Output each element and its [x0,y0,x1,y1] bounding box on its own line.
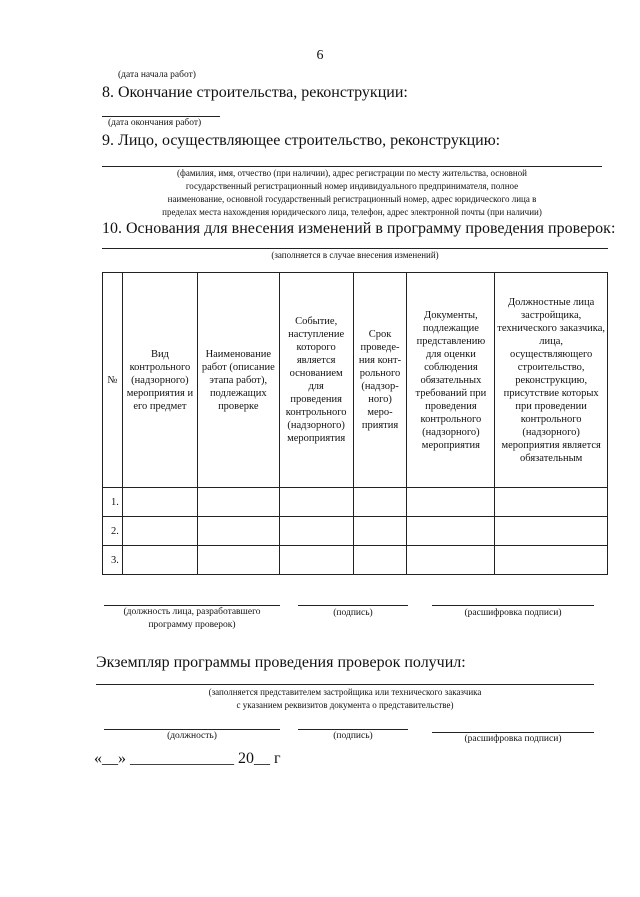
col-header-documents: Документы, подлежащие представлению для оценки соблюдения обязательных требований при проведения контрольного (надзорного) мероприятия [407,273,495,488]
date-line: «__» _____________ 20__ г [94,750,281,767]
section-9-title: 9. Лицо, осуществляющее строительство, реконструкцию: [102,132,501,149]
table-row [103,488,608,517]
recipient-signature-line [298,729,408,730]
builder-caption: (фамилия, имя, отчество (при наличии), адрес регистрации по месту жительства, основной государственный регистрационный номер индивидуального предпринимателя, полное наименование, основной государственный регистрационный номер, адрес юридического лица в пределах места нахождения юридического лица, телефон, адрес электронной почты (при наличии) [162,168,542,217]
col-header-trigger: Событие, наступление которого является основанием для проведения контрольного (надзорного) мероприятия [279,273,353,488]
col-header-event-type: Вид контрольного (надзорного) мероприятия и его предмет [122,273,197,488]
table-row [103,517,608,546]
col-header-officials: Должностные лица застройщика, технического заказчика, лица, осуществляющего строительство, реконструкцию, присутствие которых при проведении контрольного (надзорного) мероприятия является обязательным [495,273,608,488]
recipient-position-caption: (должность) [167,731,217,741]
row-number: 1. [103,488,123,517]
section-8-title: 8. Окончание строительства, реконструкции: [102,84,408,101]
receipt-caption: (заполняется представителем застройщика или технического заказчика с указанием реквизитов документа о представительстве) [208,687,482,710]
recipient-decode-line [432,732,594,733]
developer-decode-line [432,605,594,606]
developer-signature-line [298,605,408,606]
recipient-signature-caption: (подпись) [333,731,373,741]
developer-signature-caption: (подпись) [333,608,373,618]
recipient-position-line [104,729,280,730]
row-number: 2. [103,517,123,546]
col-header-works: Наименование работ (описание этапа работ), подлежащих проверке [197,273,279,488]
end-date-line [102,116,220,117]
table-header-row [103,273,608,488]
page-number: 6 [316,48,324,63]
section-10-title: 10. Основания для внесения изменений в программу проведения проверок: [102,220,616,237]
table-row [103,546,608,575]
receipt-line [96,684,594,685]
col-header-number: № [103,273,123,488]
developer-decode-caption: (расшифровка подписи) [464,608,562,618]
developer-position-caption: (должность лица, разработавшего программу проверок) [123,607,261,630]
grounds-caption: (заполняется в случае внесения изменений) [271,250,439,260]
end-date-caption: (дата окончания работ) [108,118,202,128]
receipt-title: Экземпляр программы проведения проверок получил: [96,654,466,671]
recipient-decode-caption: (расшифровка подписи) [464,734,562,744]
col-header-term: Срок проведе-ния конт-рольного (надзор-ного) меро-приятия [353,273,407,488]
row-number: 3. [103,546,123,575]
start-date-caption: (дата начала работ) [118,70,196,80]
inspection-table [102,272,608,575]
